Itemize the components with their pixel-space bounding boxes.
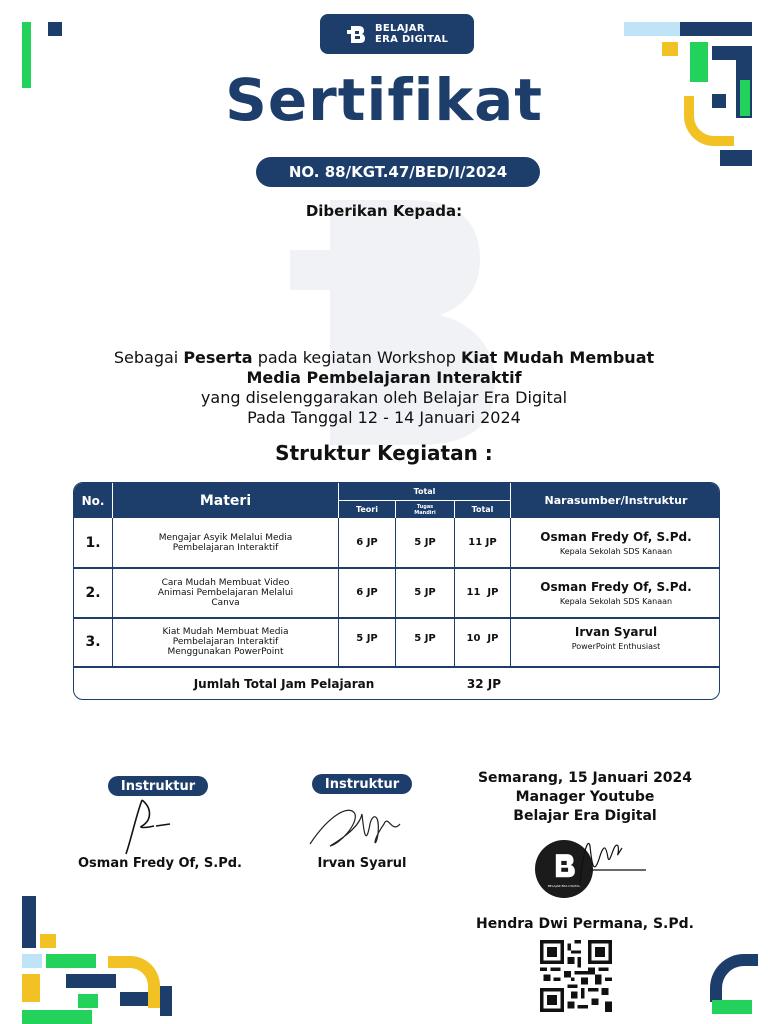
signer-title-1: Manager Youtube bbox=[515, 789, 655, 805]
speaker-role: Kepala Sekolah SDS Kanaan bbox=[559, 546, 673, 556]
speaker-name: Irvan Syarul bbox=[574, 625, 658, 639]
header-tugas-mandiri: Tugas Mandiri bbox=[396, 501, 454, 518]
header-no: No. bbox=[74, 483, 112, 518]
signer-name: Hendra Dwi Permana, S.Pd. bbox=[476, 916, 694, 932]
row-total: 10 JP bbox=[466, 632, 499, 644]
instructor-label-mid: Instruktur bbox=[312, 774, 412, 794]
row-materi: Kiat Mudah Membuat Media Pembelajaran Interaktif Menggunakan PowerPoint bbox=[162, 627, 289, 657]
description-line-2: Media Pembelajaran Interaktif bbox=[246, 368, 522, 387]
certificate-title: Sertifikat bbox=[225, 66, 543, 134]
instructor-label-left: Instruktur bbox=[108, 776, 208, 796]
header-total: Total bbox=[455, 501, 510, 518]
header-materi: Materi bbox=[113, 483, 338, 518]
qr-code bbox=[540, 940, 612, 1012]
instructor-name-left: Osman Fredy Of, S.Pd. bbox=[77, 856, 242, 871]
stamp-text: BELAJAR ERA DIGITAL bbox=[547, 884, 581, 888]
speaker-role: Kepala Sekolah SDS Kanaan bbox=[559, 596, 673, 606]
signature-left bbox=[112, 796, 182, 858]
header-total-group: Total bbox=[339, 483, 510, 500]
speaker-role: PowerPoint Enthusiast bbox=[571, 642, 661, 651]
signer-title-2: Belajar Era Digital bbox=[513, 808, 657, 824]
header-teori: Teori bbox=[339, 501, 395, 518]
row-narasumber bbox=[511, 568, 720, 617]
certificate-number: NO. 88/KGT.47/BED/I/2024 bbox=[256, 157, 540, 187]
brand-logo bbox=[320, 14, 474, 54]
row-materi: Mengajar Asyik Melalui Media Pembelajaran Interaktif bbox=[158, 532, 293, 553]
speaker-name: Osman Fredy Of, S.Pd. bbox=[540, 579, 692, 594]
row-tugas: 5 JP bbox=[414, 632, 436, 644]
row-teori: 5 JP bbox=[356, 632, 378, 644]
total-hours-value: 32 JP bbox=[466, 677, 502, 691]
header-narasumber: Narasumber/Instruktur bbox=[511, 483, 720, 518]
instructor-name-mid: Irvan Syarul bbox=[317, 856, 407, 871]
description-line-1: Sebagai Peserta pada kegiatan Workshop Kiat Mudah Membuat bbox=[113, 348, 655, 367]
corner-deco-top-left-square bbox=[48, 22, 62, 36]
row-no: 3. bbox=[85, 634, 101, 650]
row-tugas: 5 JP bbox=[414, 537, 436, 548]
description-line-3: yang diselenggarakan oleh Belajar Era Digital bbox=[200, 388, 568, 407]
speaker-name: Osman Fredy Of, S.Pd. bbox=[540, 529, 692, 544]
activity-table bbox=[73, 482, 720, 700]
row-teori: 6 JP bbox=[356, 537, 378, 548]
row-narasumber bbox=[511, 618, 720, 658]
row-total: 11 JP bbox=[468, 537, 497, 548]
description-line-4: Pada Tanggal 12 - 14 Januari 2024 bbox=[247, 408, 521, 427]
total-hours-label: Jumlah Total Jam Pelajaran bbox=[193, 677, 375, 691]
given-to-label: Diberikan Kepada: bbox=[305, 202, 463, 220]
row-tugas: 5 JP bbox=[414, 587, 436, 598]
row-total: 11 JP bbox=[466, 587, 499, 598]
place-date: Semarang, 15 Januari 2024 bbox=[477, 770, 693, 786]
row-no: 1. bbox=[85, 534, 101, 551]
row-materi: Cara Mudah Membuat Video Animasi Pembelajaran Melalui Canva bbox=[157, 577, 294, 608]
brand-name: BELAJAR ERA DIGITAL bbox=[375, 23, 449, 45]
row-narasumber bbox=[511, 518, 720, 567]
brand-mark-icon bbox=[346, 23, 368, 45]
row-teori: 6 JP bbox=[356, 587, 378, 598]
signature-right bbox=[560, 826, 650, 906]
structure-title: Struktur Kegiatan : bbox=[275, 441, 493, 465]
row-no: 2. bbox=[85, 584, 101, 601]
signature-mid bbox=[300, 794, 410, 856]
